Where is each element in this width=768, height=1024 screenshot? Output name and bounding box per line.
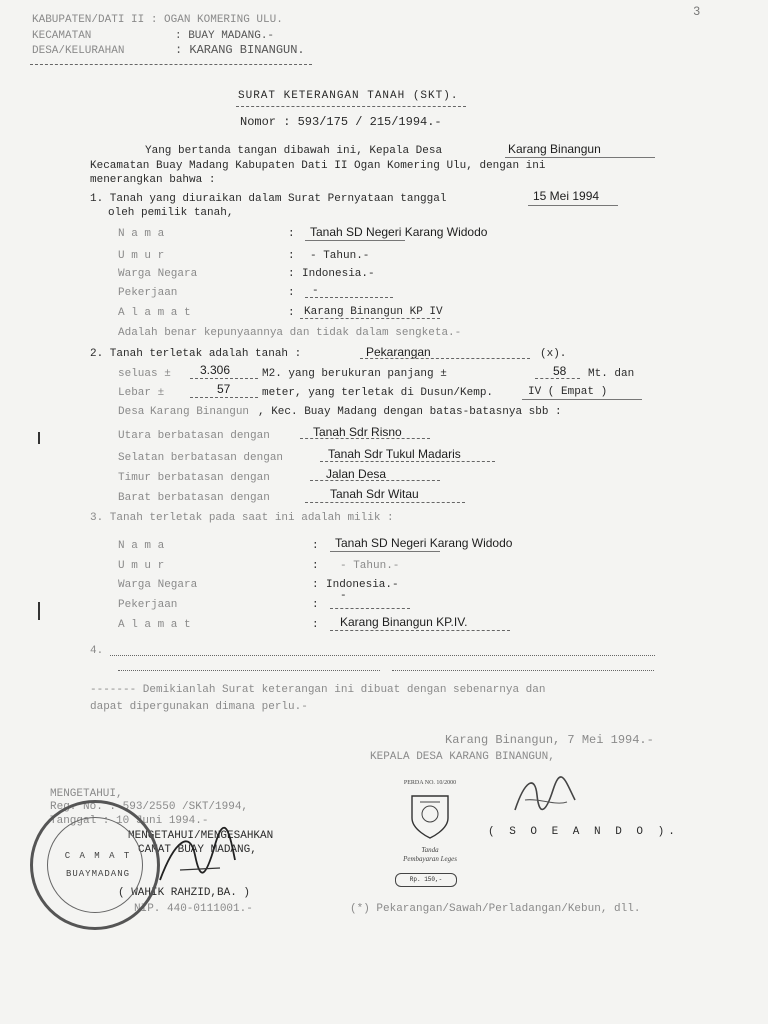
s3-value-address: Karang Binangun KP.IV. [340, 615, 468, 629]
section-1-line: 1. Tanah yang diuraikan dalam Surat Pernyataan tanggal [90, 193, 447, 205]
s3-label-age: U m u r [118, 560, 165, 572]
s1-label-nationality: Warga Negara [118, 268, 198, 280]
s3-label-name: N a m a [118, 540, 165, 552]
registration-date: Tanggal : 10 Juni 1994.- [50, 815, 209, 827]
intro-village: Karang Binangun [508, 142, 601, 156]
village-head-name: ( S O E A N D O ). [488, 826, 679, 838]
s1-label-name: N a m a [118, 228, 165, 240]
title-underline [236, 106, 466, 107]
section-4-dotted-1 [110, 655, 655, 656]
margin-mark [38, 602, 40, 620]
s3-value-age: - Tahun.- [340, 560, 400, 572]
header-district-label: KECAMATAN [32, 30, 92, 42]
document-page: 3 KABUPATEN/DATI II : OGAN KOMERING ULU. KECAMATAN : BUAY MADANG.- DESA/KELURAHAN : KARANG BINANGUN. SURAT KETERANGAN TANAH (SKT). Nomor : 593/175 / 215/1994.- Yang bertanda tangan dibawah ini, Kepala Desa Karang Binangun Kecamatan Buay Madang Kabupaten Dati II Ogan Komering Ulu, dengan ini menerangkan bahwa : 1. Tanah yang diuraikan dalam Surat Pernyataan tanggal 15 Mei 1994 oleh pemilik tanah, N a m a : Tanah SD Negeri Karang Widodo U m u r : - Tahun.- Warga Negara : Indonesia.- Pekerjaan : - A l a m a t : Karang Binangun KP IV Adalah benar kepunyaannya dan tidak dalam sengketa.- 2. Tanah terletak adalah tanah : Pekarangan (x). seluas ± 3.306 M2. yang berukuran panjang ± 58 Mt. dan Lebar ± 57 meter, yang terletak di Dusun/Kemp. IV ( Empat ) Desa Karang Binangun , Kec. Buay Madang dengan batas-batasnya sbb : Utara berbatasan dengan Tanah Sdr Risno Selatan berbatasan dengan Tanah Sdr Tukul Madaris Timur berbatasan dengan Jalan Desa Barat berbatasan dengan Tanah Sdr Witau 3. Tanah terletak pada saat ini adalah milik : N a m a : Tanah SD Negeri Karang Widodo U m u r : - Tahun.- Warga Negara : Indonesia.- Pekerjaan : - A l a m a t : Karang Binangun KP.IV. 4. ------- Demikianlah Surat keterangan ini dibuat dengan sebenarnya dan dapat dipergunakan dimana perlu.- Karang Binangun, 7 Mei 1994.- KEPALA DESA KARANG BINANGUN, ( S O E A N D O ). MENGETAHUI, Reg. No. : 593/2550 /SKT/1994, Tanggal : 10 Juni 1994.- MENGETAHUI/MENGESAHKAN CAMAT BUAY MADANG, ( WAHIK RAHZID,BA. ) NIP. 440-0111001.- C A M A T BUAYMADANG PERDA NO. 10/2000 Tanda Pembayaran Leges Rp. 150,- (*) Pekarangan/Sawah/Perladangan/Kebun, dll. [0, 0, 768, 1024]
land-length: 58 [553, 364, 567, 378]
s3-label-occupation: Pekerjaan [118, 599, 178, 611]
document-title: SURAT KETERANGAN TANAH (SKT). [238, 90, 459, 102]
s1-value-name: Tanah SD Negeri Karang Widodo [310, 225, 488, 239]
land-width: 57 [217, 382, 231, 396]
section-4-dotted-3 [392, 670, 654, 671]
legal-fee-seal: PERDA NO. 10/2000 Tanda Pembayaran Leges [403, 780, 457, 863]
statement-date: 15 Mei 1994 [533, 189, 600, 203]
camat-signature [150, 820, 240, 890]
header-district-value: : BUAY MADANG.- [175, 30, 275, 42]
s3-value-occupation: - [340, 590, 347, 602]
coat-of-arms-icon [406, 790, 454, 842]
s1-closing: Adalah benar kepunyaannya dan tidak dalam sengketa.- [118, 327, 462, 339]
border-north-value: Tanah Sdr Risno [313, 425, 402, 439]
section-4-dotted-2 [118, 670, 380, 671]
s3-value-name: Tanah SD Negeri Karang Widodo [335, 536, 513, 550]
land-type-mark: (x). [540, 348, 567, 360]
footnote: (*) Pekarangan/Sawah/Perladangan/Kebun, dll. [350, 903, 641, 915]
mengetahui: MENGETAHUI, [50, 788, 123, 800]
s1-label-address: A l a m a t [118, 307, 191, 319]
land-village: Karang Binangun [150, 406, 250, 418]
registration-number: Reg. No. : 593/2550 /SKT/1994, [50, 801, 249, 813]
border-west-value: Tanah Sdr Witau [330, 487, 419, 501]
s3-label-address: A l a m a t [118, 619, 191, 631]
section-3-line: 3. Tanah terletak pada saat ini adalah milik : [90, 512, 394, 524]
camat-round-stamp: C A M A T BUAYMADANG [30, 800, 160, 930]
header-divider [30, 64, 312, 65]
intro-line-1: Yang bertanda tangan dibawah ini, Kepala Desa [145, 145, 443, 157]
margin-mark [38, 432, 40, 444]
header-village-value: : KARANG BINANGUN. [175, 43, 305, 57]
intro-line-3: menerangkan bahwa : [90, 174, 216, 186]
document-number: Nomor : 593/175 / 215/1994.- [240, 115, 442, 129]
s1-value-address: Karang Binangun KP IV [304, 306, 443, 318]
ratification-label: MENGETAHUI/MENGESAHKAN [128, 830, 274, 842]
s1-label-age: U m u r [118, 250, 165, 262]
s1-value-occupation: - [312, 285, 319, 297]
s1-value-age: - Tahun.- [310, 250, 370, 262]
dusun-number: IV ( Empat ) [528, 386, 608, 398]
land-area: 3.306 [200, 363, 231, 377]
s3-value-nationality: Indonesia.- [326, 579, 399, 591]
border-south-label: Selatan berbatasan dengan [118, 452, 284, 464]
page-number: 3 [693, 4, 700, 18]
border-west-label: Barat berbatasan dengan [118, 492, 270, 504]
s1-value-nationality: Indonesia.- [302, 268, 375, 280]
header-village-label: DESA/KELURAHAN [32, 45, 125, 57]
land-type: Pekarangan [366, 345, 431, 359]
section-1-owner-label: oleh pemilik tanah, [108, 207, 234, 219]
intro-line-2: Kecamatan Buay Madang Kabupaten Dati II Ogan Komering Ulu, dengan ini [90, 160, 546, 172]
s1-label-occupation: Pekerjaan [118, 287, 178, 299]
sign-place-date: Karang Binangun, 7 Mei 1994.- [445, 733, 654, 747]
border-north-label: Utara berbatasan dengan [118, 430, 270, 442]
section-4-number: 4. [90, 645, 104, 657]
camat-nip: NIP. 440-0111001.- [134, 903, 253, 915]
village-head-signature [505, 770, 585, 820]
closing-line-1: ------- Demikianlah Surat keterangan ini dibuat dengan sebenarnya dan [90, 684, 546, 696]
section-2-line: 2. Tanah terletak adalah tanah : [90, 348, 302, 360]
border-south-value: Tanah Sdr Tukul Madaris [328, 447, 461, 461]
camat-name: ( WAHIK RAHZID,BA. ) [118, 887, 251, 899]
border-east-value: Jalan Desa [326, 467, 387, 481]
legal-fee-amount: Rp. 150,- [395, 873, 457, 887]
closing-line-2: dapat dipergunakan dimana perlu.- [90, 701, 308, 713]
sign-role: KEPALA DESA KARANG BINANGUN, [370, 751, 555, 763]
s3-label-nationality: Warga Negara [118, 579, 198, 591]
header-regency: KABUPATEN/DATI II : OGAN KOMERING ULU. [32, 14, 283, 26]
border-east-label: Timur berbatasan dengan [118, 472, 270, 484]
camat-title: CAMAT BUAY MADANG, [138, 844, 257, 856]
